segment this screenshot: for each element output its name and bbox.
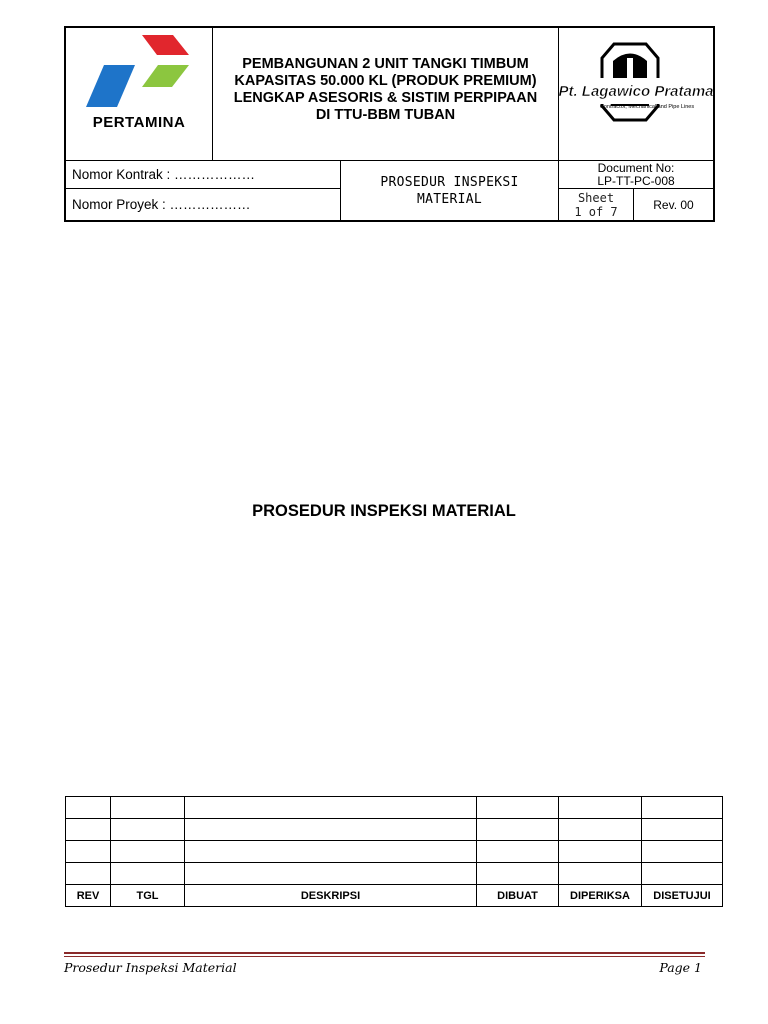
table-row — [66, 863, 723, 885]
document-number-cell — [559, 161, 713, 189]
document-header — [64, 26, 715, 222]
sheet-value: 1 of 7 — [574, 205, 618, 219]
column-header-diperiksa: DIPERIKSA — [559, 885, 642, 907]
document-title: PROSEDUR INSPEKSI MATERIAL — [252, 502, 516, 520]
pertamina-wordmark: PERTAMINA — [92, 114, 186, 131]
sheet-cell — [559, 189, 634, 220]
table-row — [66, 819, 723, 841]
table-header-row — [66, 885, 723, 907]
sheet-label: Sheet — [577, 191, 615, 205]
footer-page-number: Page 1 — [659, 960, 702, 975]
table-row — [66, 797, 723, 819]
project-title: PEMBANGUNAN 2 UNIT TANGKI TIMBUM KAPASITAS 50.000 KL (PRODUK PREMIUM) LENGKAP ASESORIS & SISTIM PERPIPAAN DI TTU-BBM TUBAN — [233, 56, 538, 123]
project-title-cell — [213, 28, 559, 160]
nomor-proyek: Nomor Proyek : ……………… — [66, 189, 341, 220]
contractor-logo — [559, 28, 713, 160]
document-number: LP-TT-PC-008 — [597, 174, 675, 188]
lagawico-emblem-icon — [559, 28, 713, 160]
nomor-kontrak: Nomor Kontrak : ……………… — [66, 161, 341, 189]
pertamina-logo — [66, 28, 213, 160]
contractor-name: Pt. Lagawico Pratama — [559, 83, 713, 100]
column-header-deskripsi: DESKRIPSI — [185, 885, 477, 907]
column-header-dibuat: DIBUAT — [477, 885, 559, 907]
table-row — [66, 841, 723, 863]
footer-document-title: Prosedur Inspeksi Material — [64, 960, 237, 975]
pertamina-emblem-icon — [66, 28, 211, 108]
revision-number: Rev. 00 — [653, 198, 694, 212]
contractor-tagline: Contractor, Mechanical and Pipe Lines — [599, 104, 695, 110]
column-header-rev: REV — [66, 885, 111, 907]
revision-table — [65, 796, 723, 907]
procedure-title: PROSEDUR INSPEKSI MATERIAL — [341, 161, 559, 220]
document-number-label: Document No: — [597, 161, 675, 175]
column-header-disetujui: DISETUJUI — [642, 885, 723, 907]
footer-rule-thin — [64, 956, 705, 957]
column-header-tgl: TGL — [111, 885, 185, 907]
footer-rule — [64, 952, 705, 954]
